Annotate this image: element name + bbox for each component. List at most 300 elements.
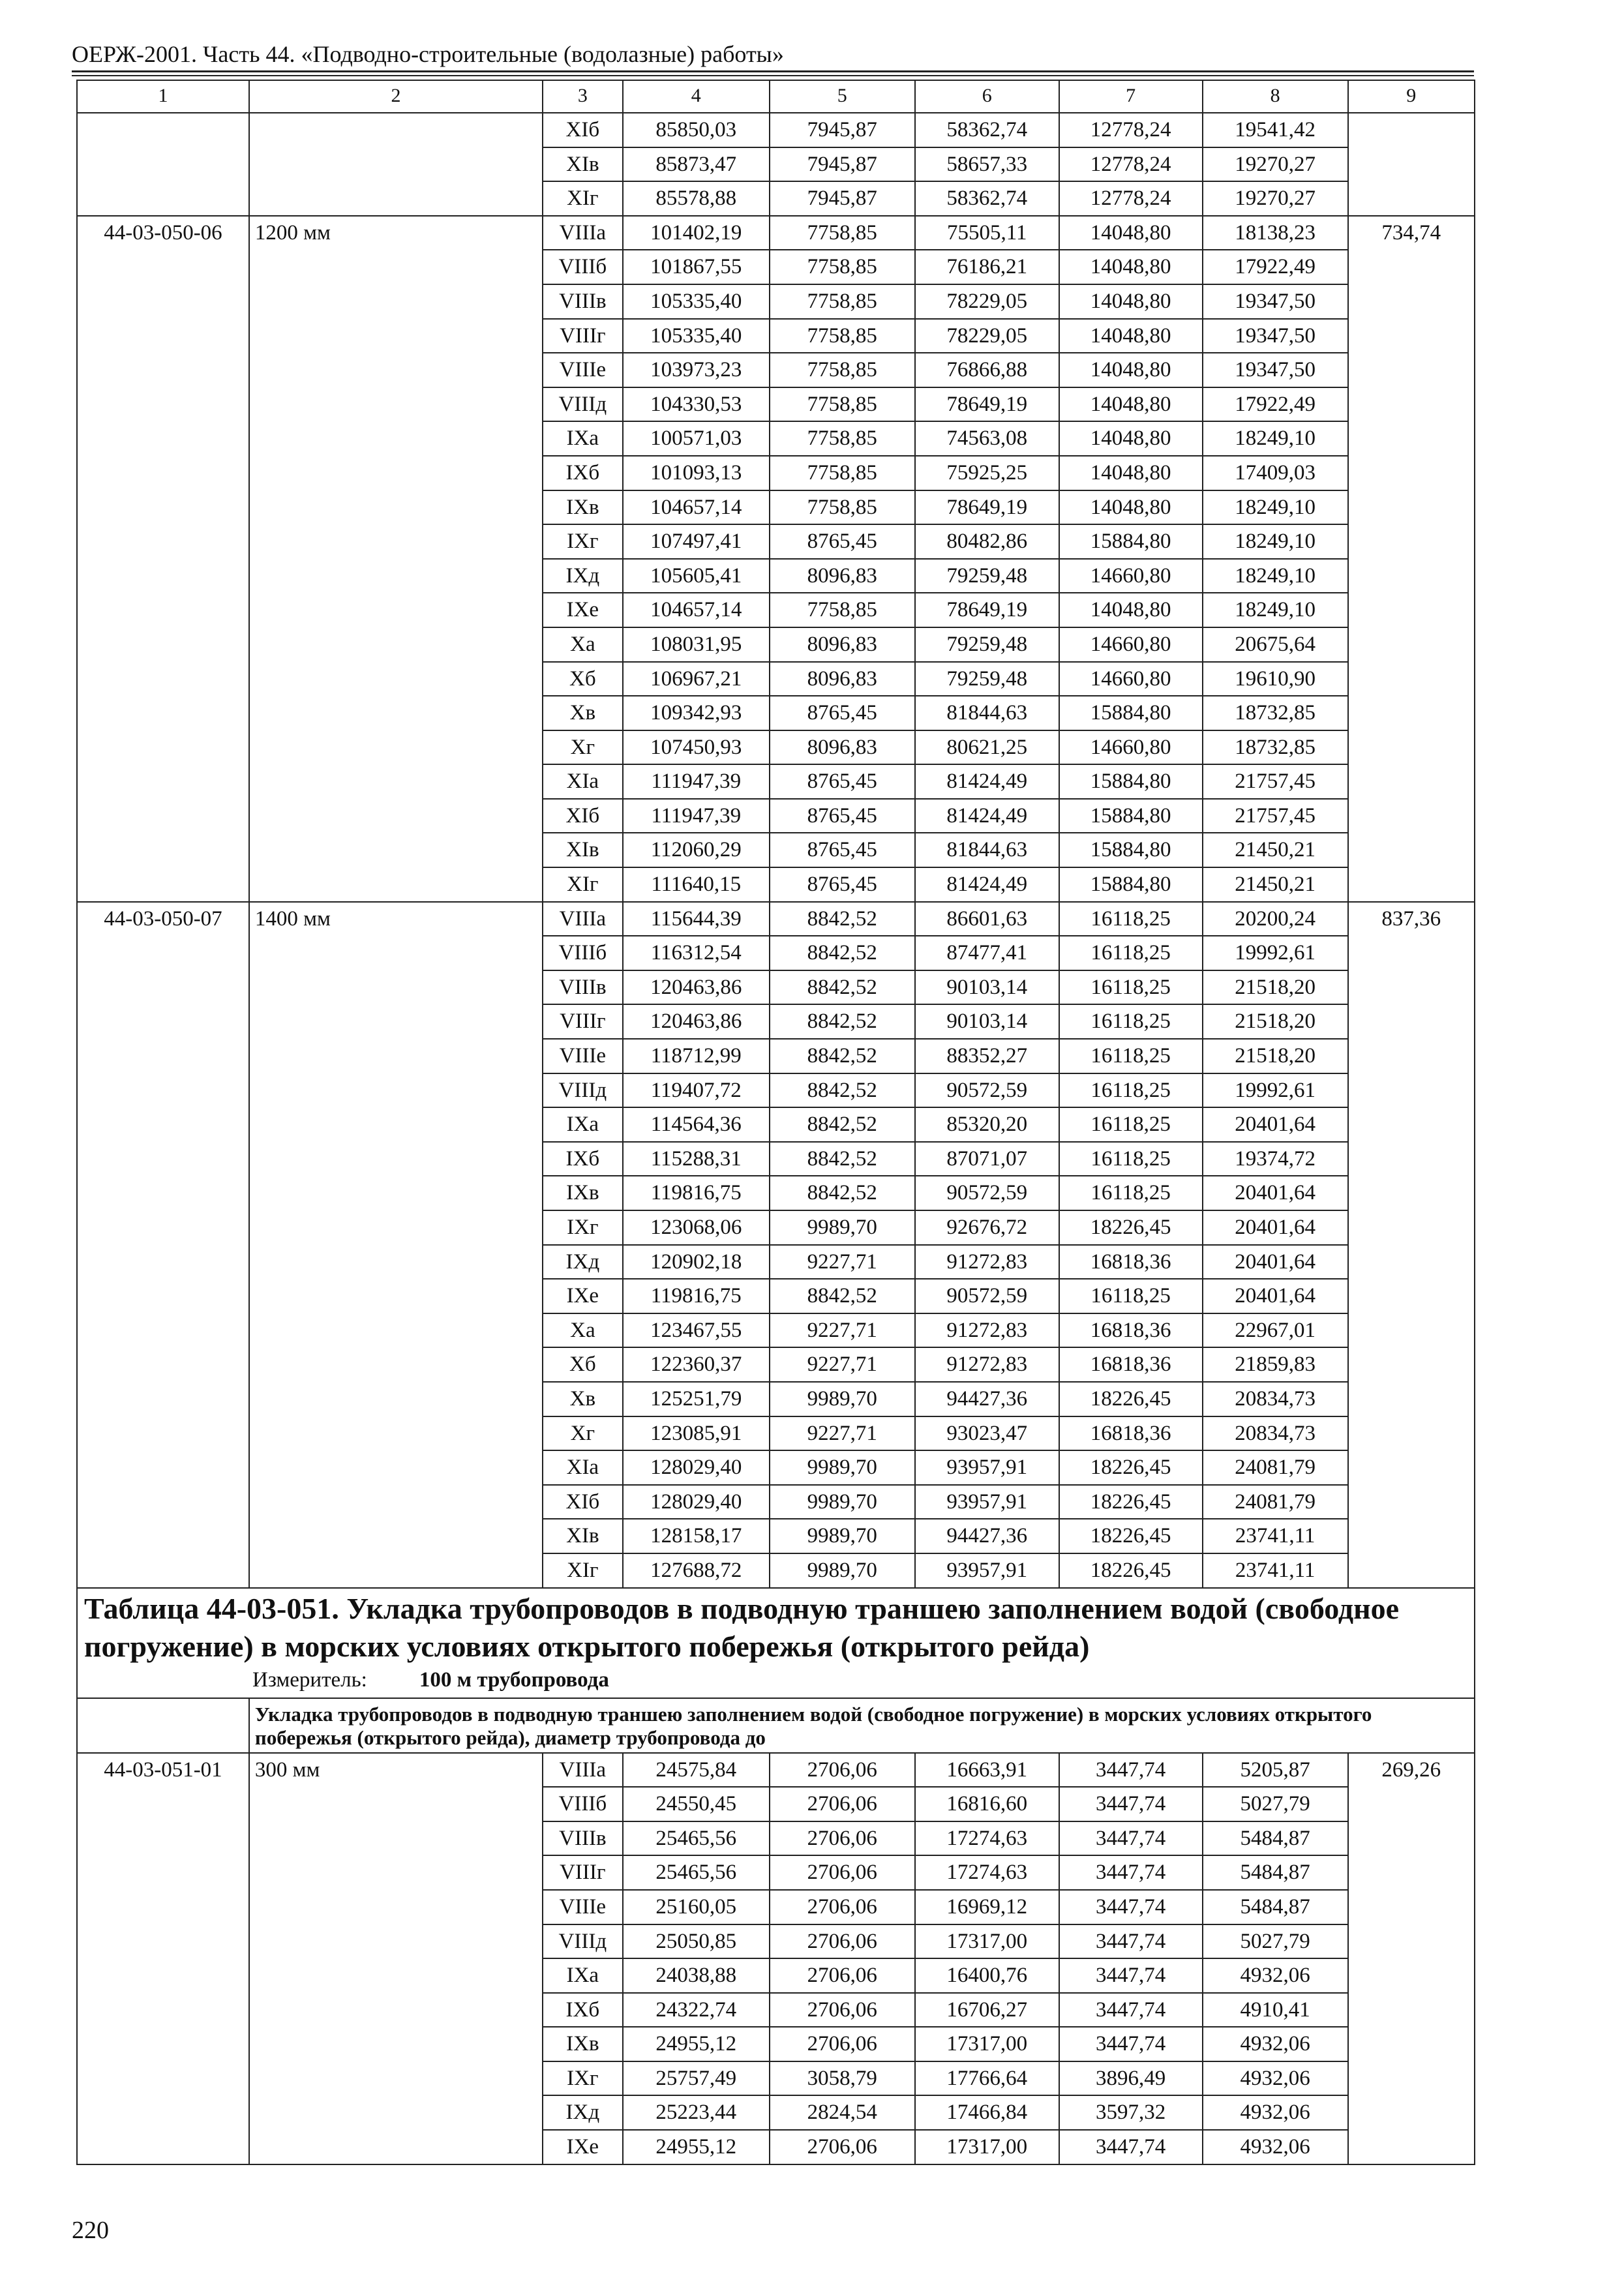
- value-cell: 81424,49: [915, 867, 1059, 902]
- value-cell: 18226,45: [1059, 1519, 1203, 1553]
- value-cell: 9227,71: [770, 1245, 915, 1279]
- value-cell: 107497,41: [623, 524, 770, 559]
- value-cell: 2706,06: [770, 2027, 915, 2061]
- value-cell: 87071,07: [915, 1142, 1059, 1176]
- col9-cell: 837,36: [1348, 902, 1475, 936]
- value-cell: 16118,25: [1059, 1279, 1203, 1313]
- category-cell: VIIIа: [543, 216, 623, 250]
- table-row: [77, 730, 1475, 765]
- value-cell: 18138,23: [1203, 216, 1348, 250]
- col9-cell: [1348, 1073, 1475, 1108]
- value-cell: 19270,27: [1203, 147, 1348, 182]
- col9-cell: [1348, 1142, 1475, 1176]
- name-cell: [249, 524, 543, 559]
- category-cell: VIIIе: [543, 353, 623, 387]
- code-cell: [77, 456, 249, 490]
- table-row: [77, 936, 1475, 970]
- category-cell: VIIIг: [543, 1855, 623, 1890]
- table-row: [77, 559, 1475, 593]
- category-cell: VIIIг: [543, 1004, 623, 1039]
- name-cell: [249, 1485, 543, 1519]
- value-cell: 4932,06: [1203, 1958, 1348, 1993]
- name-cell: [249, 284, 543, 319]
- subheading-text: Укладка трубопроводов в подводную траншею заполнением водой (свободное погружение) в морских условиях открытого побережья (открытого рейда), диаметр трубопровода до: [249, 1698, 1475, 1753]
- table-row: [77, 456, 1475, 490]
- value-cell: 115288,31: [623, 1142, 770, 1176]
- name-cell: [249, 1313, 543, 1348]
- value-cell: 15884,80: [1059, 833, 1203, 867]
- value-cell: 4932,06: [1203, 2027, 1348, 2061]
- code-cell: [77, 593, 249, 627]
- value-cell: 74563,08: [915, 421, 1059, 456]
- code-cell: [77, 1142, 249, 1176]
- value-cell: 8765,45: [770, 799, 915, 833]
- value-cell: 25223,44: [623, 2095, 770, 2130]
- name-cell: [249, 867, 543, 902]
- code-cell: 44-03-051-01: [77, 1753, 249, 1788]
- value-cell: 7945,87: [770, 181, 915, 216]
- value-cell: 21450,21: [1203, 833, 1348, 867]
- value-cell: 16818,36: [1059, 1245, 1203, 1279]
- value-cell: 18732,85: [1203, 730, 1348, 765]
- col9-cell: [1348, 1553, 1475, 1588]
- value-cell: 14048,80: [1059, 421, 1203, 456]
- col9-cell: [1348, 867, 1475, 902]
- value-cell: 7758,85: [770, 387, 915, 422]
- value-cell: 58362,74: [915, 113, 1059, 147]
- table-row: [77, 387, 1475, 422]
- category-cell: VIIIв: [543, 284, 623, 319]
- category-cell: IХд: [543, 2095, 623, 2130]
- value-cell: 75505,11: [915, 216, 1059, 250]
- category-cell: Хб: [543, 662, 623, 696]
- col9-cell: [1348, 1245, 1475, 1279]
- table-row: [77, 627, 1475, 662]
- code-cell: [77, 2095, 249, 2130]
- value-cell: 106967,21: [623, 662, 770, 696]
- code-cell: [77, 284, 249, 319]
- value-cell: 9989,70: [770, 1553, 915, 1588]
- name-cell: [249, 1855, 543, 1890]
- value-cell: 18226,45: [1059, 1553, 1203, 1588]
- name-cell: [249, 1519, 543, 1553]
- name-cell: [249, 1107, 543, 1142]
- name-cell: 1200 мм: [249, 216, 543, 250]
- col9-cell: [1348, 353, 1475, 387]
- code-cell: [77, 181, 249, 216]
- value-cell: 9227,71: [770, 1347, 915, 1382]
- value-cell: 20200,24: [1203, 902, 1348, 936]
- value-cell: 8842,52: [770, 1004, 915, 1039]
- category-cell: VIIIд: [543, 1924, 623, 1959]
- table-row: [77, 1382, 1475, 1416]
- col9-cell: [1348, 1958, 1475, 1993]
- price-table: [76, 80, 1475, 2165]
- category-cell: ХIв: [543, 833, 623, 867]
- value-cell: 94427,36: [915, 1519, 1059, 1553]
- table-row: [77, 353, 1475, 387]
- value-cell: 127688,72: [623, 1553, 770, 1588]
- value-cell: 81424,49: [915, 764, 1059, 799]
- category-cell: IХг: [543, 2061, 623, 2096]
- value-cell: 14660,80: [1059, 730, 1203, 765]
- value-cell: 2706,06: [770, 1787, 915, 1821]
- category-cell: IХд: [543, 559, 623, 593]
- col9-cell: [1348, 833, 1475, 867]
- code-cell: [77, 1176, 249, 1210]
- value-cell: 85873,47: [623, 147, 770, 182]
- value-cell: 24955,12: [623, 2130, 770, 2164]
- value-cell: 81844,63: [915, 833, 1059, 867]
- category-cell: IХе: [543, 2130, 623, 2164]
- code-cell: [77, 353, 249, 387]
- code-cell: [77, 1450, 249, 1485]
- value-cell: 3447,74: [1059, 1753, 1203, 1788]
- value-cell: 14048,80: [1059, 353, 1203, 387]
- value-cell: 3447,74: [1059, 1924, 1203, 1959]
- value-cell: 108031,95: [623, 627, 770, 662]
- value-cell: 8842,52: [770, 1176, 915, 1210]
- value-cell: 2706,06: [770, 2130, 915, 2164]
- value-cell: 3896,49: [1059, 2061, 1203, 2096]
- col9-cell: [1348, 250, 1475, 284]
- table-title-cell: [77, 1588, 1475, 1698]
- code-cell: [77, 421, 249, 456]
- value-cell: 14660,80: [1059, 662, 1203, 696]
- col9-cell: [1348, 1347, 1475, 1382]
- col9-cell: [1348, 284, 1475, 319]
- col9-cell: [1348, 387, 1475, 422]
- value-cell: 16118,25: [1059, 936, 1203, 970]
- subheading-spacer: [77, 1698, 249, 1753]
- col9-cell: [1348, 1924, 1475, 1959]
- value-cell: 14660,80: [1059, 627, 1203, 662]
- value-cell: 120463,86: [623, 1004, 770, 1039]
- column-header: 4: [623, 80, 770, 113]
- value-cell: 81844,63: [915, 696, 1059, 730]
- code-cell: [77, 696, 249, 730]
- value-cell: 21518,20: [1203, 970, 1348, 1005]
- table-row: [77, 2061, 1475, 2096]
- value-cell: 7758,85: [770, 456, 915, 490]
- value-cell: 120902,18: [623, 1245, 770, 1279]
- value-cell: 120463,86: [623, 970, 770, 1005]
- value-cell: 7758,85: [770, 490, 915, 525]
- code-cell: [77, 1416, 249, 1451]
- table-row: [77, 1279, 1475, 1313]
- category-cell: Хв: [543, 696, 623, 730]
- value-cell: 14048,80: [1059, 319, 1203, 353]
- name-cell: [249, 353, 543, 387]
- code-cell: [77, 627, 249, 662]
- value-cell: 7758,85: [770, 353, 915, 387]
- value-cell: 5027,79: [1203, 1924, 1348, 1959]
- table-row: [77, 524, 1475, 559]
- code-cell: [77, 559, 249, 593]
- value-cell: 18226,45: [1059, 1382, 1203, 1416]
- value-cell: 58657,33: [915, 147, 1059, 182]
- value-cell: 114564,36: [623, 1107, 770, 1142]
- code-cell: [77, 1107, 249, 1142]
- value-cell: 25050,85: [623, 1924, 770, 1959]
- value-cell: 20834,73: [1203, 1416, 1348, 1451]
- value-cell: 2706,06: [770, 1890, 915, 1924]
- col9-cell: [1348, 593, 1475, 627]
- table-row: [77, 1004, 1475, 1039]
- table-row: [77, 833, 1475, 867]
- value-cell: 15884,80: [1059, 867, 1203, 902]
- value-cell: 7758,85: [770, 319, 915, 353]
- value-cell: 125251,79: [623, 1382, 770, 1416]
- running-header: ОЕРЖ-2001. Часть 44. «Подводно-строительные (водолазные) работы»: [72, 41, 784, 67]
- value-cell: 20401,64: [1203, 1210, 1348, 1245]
- value-cell: 104657,14: [623, 490, 770, 525]
- table-row: [77, 662, 1475, 696]
- value-cell: 115644,39: [623, 902, 770, 936]
- value-cell: 2706,06: [770, 1753, 915, 1788]
- table-body: [77, 80, 1475, 2164]
- category-cell: Хб: [543, 1347, 623, 1382]
- value-cell: 20675,64: [1203, 627, 1348, 662]
- value-cell: 2824,54: [770, 2095, 915, 2130]
- code-cell: [77, 2061, 249, 2096]
- col9-cell: [1348, 1279, 1475, 1313]
- category-cell: VIIIд: [543, 387, 623, 422]
- name-cell: [249, 490, 543, 525]
- value-cell: 104330,53: [623, 387, 770, 422]
- value-cell: 16118,25: [1059, 970, 1203, 1005]
- code-cell: [77, 662, 249, 696]
- value-cell: 80482,86: [915, 524, 1059, 559]
- col9-cell: [1348, 2061, 1475, 2096]
- code-cell: [77, 1958, 249, 1993]
- value-cell: 17274,63: [915, 1821, 1059, 1856]
- value-cell: 16118,25: [1059, 1073, 1203, 1108]
- table-row: [77, 1958, 1475, 1993]
- table-row: [77, 1993, 1475, 2027]
- value-cell: 119816,75: [623, 1279, 770, 1313]
- value-cell: 122360,37: [623, 1347, 770, 1382]
- value-cell: 112060,29: [623, 833, 770, 867]
- col9-cell: [1348, 147, 1475, 182]
- value-cell: 20401,64: [1203, 1245, 1348, 1279]
- value-cell: 21859,83: [1203, 1347, 1348, 1382]
- value-cell: 24322,74: [623, 1993, 770, 2027]
- col9-cell: [1348, 1004, 1475, 1039]
- name-cell: [249, 2095, 543, 2130]
- category-cell: ХIб: [543, 1485, 623, 1519]
- category-cell: VIIIа: [543, 902, 623, 936]
- value-cell: 3058,79: [770, 2061, 915, 2096]
- value-cell: 15884,80: [1059, 696, 1203, 730]
- value-cell: 16816,60: [915, 1787, 1059, 1821]
- value-cell: 8842,52: [770, 1107, 915, 1142]
- col9-cell: [1348, 524, 1475, 559]
- table-title: Таблица 44-03-051. Укладка трубопроводов в подводную траншею заполнением водой (свободное погружение) в морских условиях открытого побережья (открытого рейда): [84, 1591, 1400, 1663]
- value-cell: 18249,10: [1203, 524, 1348, 559]
- col9-cell: [1348, 799, 1475, 833]
- value-cell: 15884,80: [1059, 764, 1203, 799]
- value-cell: 17409,03: [1203, 456, 1348, 490]
- code-cell: [77, 1821, 249, 1856]
- code-cell: [77, 1890, 249, 1924]
- name-cell: [249, 662, 543, 696]
- code-cell: [77, 1924, 249, 1959]
- code-cell: [77, 799, 249, 833]
- value-cell: 19347,50: [1203, 284, 1348, 319]
- name-cell: [249, 147, 543, 182]
- col9-cell: [1348, 662, 1475, 696]
- value-cell: 119407,72: [623, 1073, 770, 1108]
- code-cell: [77, 833, 249, 867]
- category-cell: VIIIб: [543, 936, 623, 970]
- value-cell: 123068,06: [623, 1210, 770, 1245]
- value-cell: 5484,87: [1203, 1821, 1348, 1856]
- value-cell: 17922,49: [1203, 250, 1348, 284]
- value-cell: 14048,80: [1059, 593, 1203, 627]
- value-cell: 12778,24: [1059, 147, 1203, 182]
- name-cell: [249, 730, 543, 765]
- value-cell: 9227,71: [770, 1416, 915, 1451]
- value-cell: 19374,72: [1203, 1142, 1348, 1176]
- category-cell: Ха: [543, 1313, 623, 1348]
- code-cell: [77, 1553, 249, 1588]
- value-cell: 7945,87: [770, 113, 915, 147]
- table-row: [77, 113, 1475, 147]
- column-header: 3: [543, 80, 623, 113]
- category-cell: IХб: [543, 1993, 623, 2027]
- table-row: [77, 1753, 1475, 1788]
- value-cell: 76186,21: [915, 250, 1059, 284]
- name-cell: [249, 696, 543, 730]
- table-row: [77, 867, 1475, 902]
- value-cell: 16118,25: [1059, 1004, 1203, 1039]
- name-cell: 300 мм: [249, 1753, 543, 1788]
- value-cell: 16118,25: [1059, 1176, 1203, 1210]
- col9-cell: [1348, 181, 1475, 216]
- category-cell: VIIIв: [543, 1821, 623, 1856]
- table-row: [77, 1553, 1475, 1588]
- value-cell: 19610,90: [1203, 662, 1348, 696]
- value-cell: 75925,25: [915, 456, 1059, 490]
- value-cell: 2706,06: [770, 1993, 915, 2027]
- value-cell: 16118,25: [1059, 1142, 1203, 1176]
- value-cell: 7758,85: [770, 593, 915, 627]
- value-cell: 8096,83: [770, 627, 915, 662]
- value-cell: 85320,20: [915, 1107, 1059, 1142]
- value-cell: 80621,25: [915, 730, 1059, 765]
- code-cell: [77, 1279, 249, 1313]
- category-cell: VIIIб: [543, 250, 623, 284]
- value-cell: 111947,39: [623, 799, 770, 833]
- value-cell: 118712,99: [623, 1039, 770, 1073]
- value-cell: 2706,06: [770, 1821, 915, 1856]
- table-row: [77, 1210, 1475, 1245]
- col9-cell: [1348, 1450, 1475, 1485]
- code-cell: 44-03-050-07: [77, 902, 249, 936]
- category-cell: ХIг: [543, 181, 623, 216]
- value-cell: 78229,05: [915, 319, 1059, 353]
- category-cell: VIIIа: [543, 1753, 623, 1788]
- col9-cell: [1348, 1210, 1475, 1245]
- value-cell: 21518,20: [1203, 1039, 1348, 1073]
- category-cell: VIIIв: [543, 970, 623, 1005]
- value-cell: 103973,23: [623, 353, 770, 387]
- name-cell: [249, 799, 543, 833]
- name-cell: [249, 1993, 543, 2027]
- col9-cell: [1348, 936, 1475, 970]
- value-cell: 17317,00: [915, 1924, 1059, 1959]
- category-cell: IХе: [543, 1279, 623, 1313]
- measure-line: [83, 1666, 1469, 1698]
- value-cell: 8842,52: [770, 970, 915, 1005]
- value-cell: 9989,70: [770, 1450, 915, 1485]
- value-cell: 79259,48: [915, 662, 1059, 696]
- value-cell: 25160,05: [623, 1890, 770, 1924]
- value-cell: 16118,25: [1059, 902, 1203, 936]
- category-cell: ХIа: [543, 764, 623, 799]
- value-cell: 7758,85: [770, 250, 915, 284]
- table-row: [77, 250, 1475, 284]
- code-cell: [77, 387, 249, 422]
- value-cell: 76866,88: [915, 353, 1059, 387]
- value-cell: 91272,83: [915, 1245, 1059, 1279]
- code-cell: [77, 113, 249, 147]
- value-cell: 79259,48: [915, 627, 1059, 662]
- name-cell: [249, 2130, 543, 2164]
- category-cell: VIIIд: [543, 1073, 623, 1108]
- value-cell: 18226,45: [1059, 1485, 1203, 1519]
- value-cell: 91272,83: [915, 1313, 1059, 1348]
- code-cell: [77, 524, 249, 559]
- col9-cell: [1348, 696, 1475, 730]
- table-title-row: [77, 1588, 1475, 1698]
- code-cell: [77, 1382, 249, 1416]
- value-cell: 9989,70: [770, 1485, 915, 1519]
- value-cell: 18226,45: [1059, 1450, 1203, 1485]
- name-cell: [249, 250, 543, 284]
- name-cell: [249, 1416, 543, 1451]
- table-row: [77, 1073, 1475, 1108]
- value-cell: 16118,25: [1059, 1039, 1203, 1073]
- page-number: 220: [72, 2217, 109, 2244]
- code-cell: 44-03-050-06: [77, 216, 249, 250]
- value-cell: 8765,45: [770, 833, 915, 867]
- name-cell: [249, 1245, 543, 1279]
- name-cell: [249, 1450, 543, 1485]
- value-cell: 90103,14: [915, 970, 1059, 1005]
- value-cell: 7758,85: [770, 216, 915, 250]
- name-cell: [249, 1004, 543, 1039]
- table-row: [77, 696, 1475, 730]
- value-cell: 3447,74: [1059, 1958, 1203, 1993]
- header-rule-secondary: [72, 75, 1474, 76]
- value-cell: 21757,45: [1203, 799, 1348, 833]
- value-cell: 23741,11: [1203, 1519, 1348, 1553]
- table-row: [77, 1787, 1475, 1821]
- value-cell: 8765,45: [770, 867, 915, 902]
- table-row: [77, 490, 1475, 525]
- value-cell: 25465,56: [623, 1821, 770, 1856]
- category-cell: ХIб: [543, 113, 623, 147]
- code-cell: [77, 1347, 249, 1382]
- table-row: [77, 1924, 1475, 1959]
- value-cell: 24955,12: [623, 2027, 770, 2061]
- value-cell: 123467,55: [623, 1313, 770, 1348]
- value-cell: 119816,75: [623, 1176, 770, 1210]
- value-cell: 8842,52: [770, 1142, 915, 1176]
- value-cell: 20401,64: [1203, 1176, 1348, 1210]
